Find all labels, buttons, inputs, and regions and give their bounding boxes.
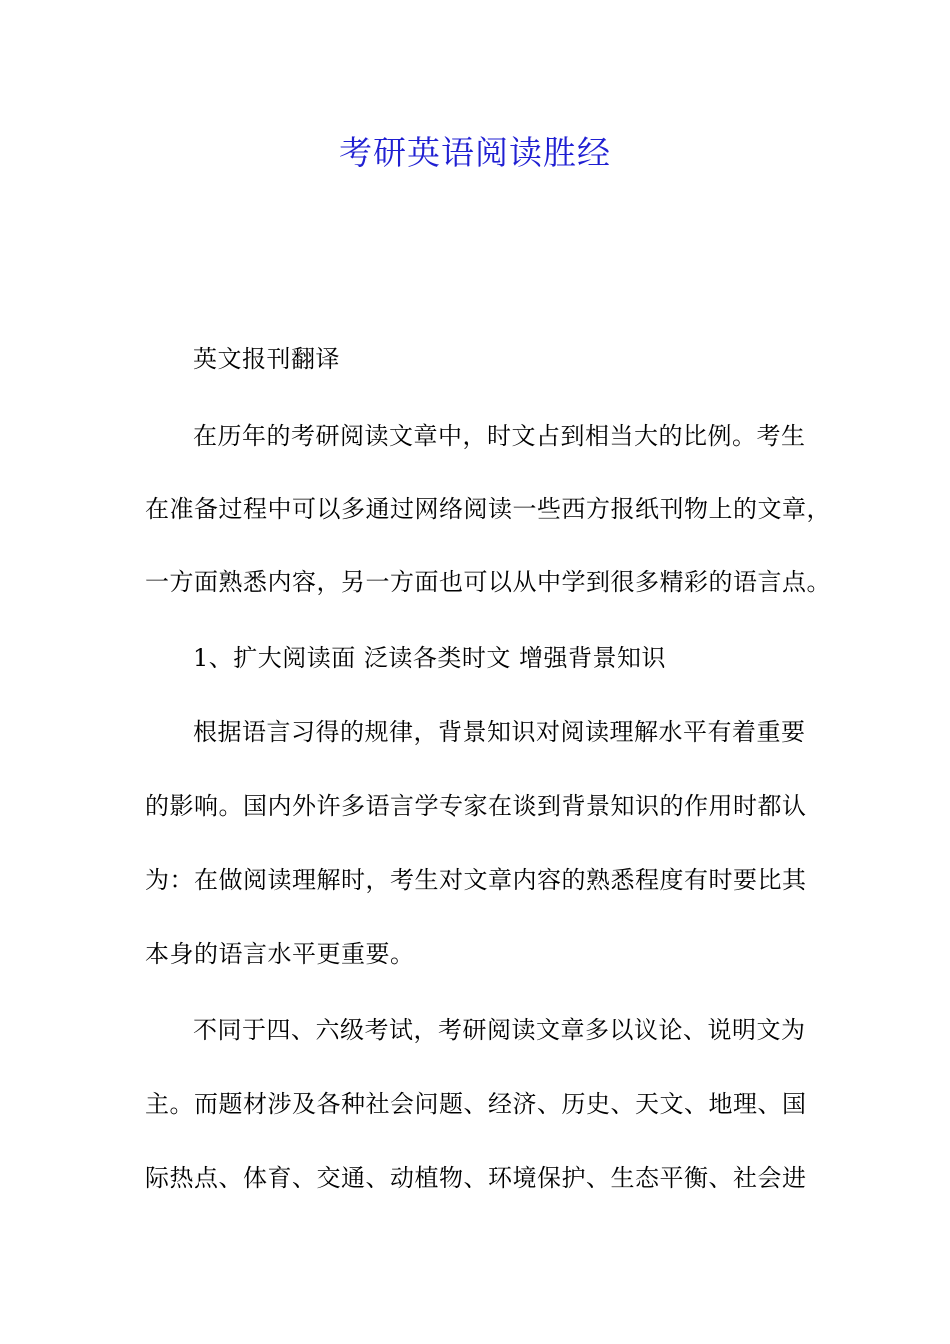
paragraph-line: 在历年的考研阅读文章中，时文占到相当大的比例。考生 <box>193 422 806 450</box>
paragraph-line: 根据语言习得的规律，背景知识对阅读理解水平有着重要 <box>193 718 806 746</box>
paragraph-line: 本身的语言水平更重要。 <box>145 940 415 968</box>
paragraph-line: 为：在做阅读理解时，考生对文章内容的熟悉程度有时要比其 <box>145 866 807 894</box>
paragraph-line: 在准备过程中可以多通过网络阅读一些西方报纸刊物上的文章， <box>145 495 831 523</box>
paragraph-line: 际热点、体育、交通、动植物、环境保护、生态平衡、社会进 <box>145 1164 807 1192</box>
section-heading: 英文报刊翻译 <box>193 345 340 373</box>
paragraph-line: 主。而题材涉及各种社会问题、经济、历史、天文、地理、国 <box>145 1090 807 1118</box>
paragraph-line: 不同于四、六级考试，考研阅读文章多以议论、说明文为 <box>193 1016 806 1044</box>
subsection-heading: 1、扩大阅读面 泛读各类时文 增强背景知识 <box>193 644 667 672</box>
document-title: 考研英语阅读胜经 <box>339 133 611 172</box>
paragraph-line: 一方面熟悉内容，另一方面也可以从中学到很多精彩的语言点。 <box>145 568 831 596</box>
paragraph-line: 的影响。国内外许多语言学专家在谈到背景知识的作用时都认 <box>145 792 807 820</box>
